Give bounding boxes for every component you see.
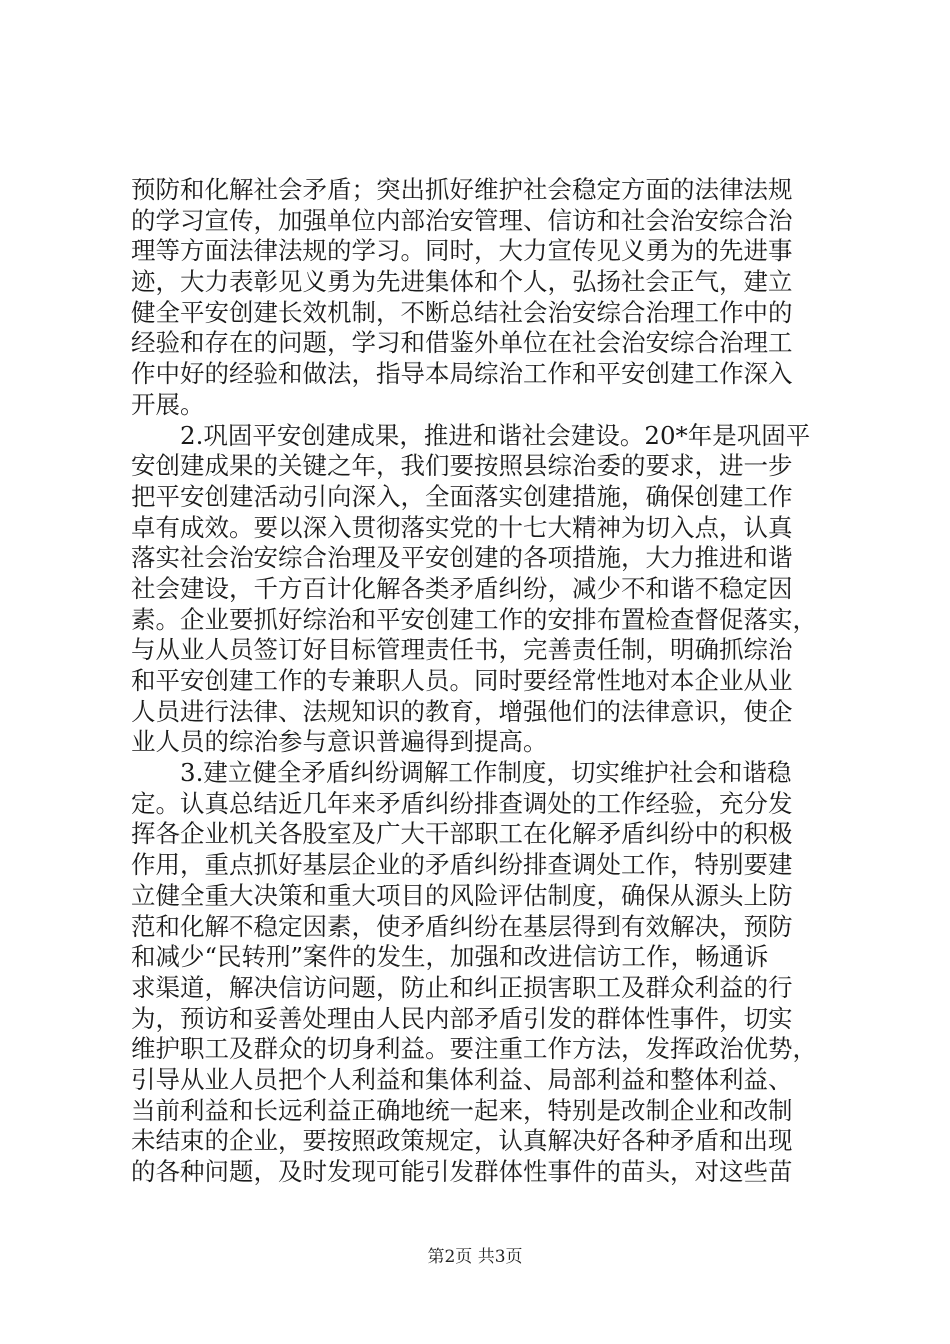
text-line: 挥各企业机关各股室及广大干部职工在化解矛盾纠纷中的积极 — [131, 819, 793, 849]
text-line: 作中好的经验和做法，指导本局综治工作和平安创建工作深入 — [131, 359, 793, 389]
text-line: 人员进行法律、法规知识的教育，增强他们的法律意识，使企 — [131, 696, 793, 726]
text-line: 把平安创建活动引向深入，全面落实创建措施，确保创建工作 — [131, 481, 793, 511]
text-line: 安创建成果的关键之年，我们要按照县综治委的要求，进一步 — [131, 451, 793, 481]
text-line: 维护职工及群众的切身利益。要注重工作方法，发挥政治优势， — [131, 1034, 817, 1064]
text-line: 和平安创建工作的专兼职人员。同时要经常性地对本企业从业 — [131, 666, 793, 695]
text-line: 卓有成效。要以深入贯彻落实党的十七大精神为切入点，认真 — [131, 512, 793, 542]
text-line: 的学习宣传，加强单位内部治安管理、信访和社会治安综合治 — [131, 205, 793, 235]
text-line: 当前利益和长远利益正确地统一起来，特别是改制企业和改制 — [131, 1095, 793, 1125]
text-line: 迹，大力表彰见义勇为先进集体和个人，弘扬社会正气，建立 — [131, 267, 793, 297]
text-line: 业人员的综治参与意识普遍得到提高。 — [131, 727, 548, 757]
text-line: 社会建设，千方百计化解各类矛盾纠纷，减少不和谐不稳定因 — [131, 573, 793, 603]
document-body — [131, 175, 831, 1188]
text-line: 未结束的企业，要按照政策规定，认真解决好各种矛盾和出现 — [131, 1126, 793, 1156]
text-line: 与从业人员签订好目标管理责任书，完善责任制，明确抓综治 — [131, 635, 793, 665]
text-line: 引导从业人员把个人利益和集体利益、局部利益和整体利益、 — [131, 1064, 793, 1094]
text-line: 素。企业要抓好综治和平安创建工作的安排布置检查督促落实， — [131, 604, 817, 634]
text-line: 和减少“民转刑”案件的发生，加强和改进信访工作，畅通诉 — [131, 942, 769, 972]
paragraph-2-heading-line: 2.巩固平安创建成果，推进和谐社会建设。20*年是巩固平 — [180, 420, 811, 450]
text-line: 预防和化解社会矛盾；突出抓好维护社会稳定方面的法律法规 — [131, 175, 793, 204]
text-line: 为，预访和妥善处理由人民内部矛盾引发的群体性事件，切实 — [131, 1003, 793, 1033]
text-line: 经验和存在的问题，学习和借鉴外单位在社会治安综合治理工 — [131, 328, 793, 358]
text-line: 理等方面法律法规的学习。同时，大力宣传见义勇为的先进事 — [131, 236, 793, 266]
text-line: 落实社会治安综合治理及平安创建的各项措施，大力推进和谐 — [131, 543, 793, 573]
text-line: 立健全重大决策和重大项目的风险评估制度，确保从源头上防 — [131, 880, 793, 910]
text-line: 开展。 — [131, 389, 205, 419]
text-line: 健全平安创建长效机制，不断总结社会治安综合治理工作中的 — [131, 297, 793, 327]
text-line: 的各种问题，及时发现可能引发群体性事件的苗头，对这些苗 — [131, 1157, 793, 1186]
text-line: 范和化解不稳定因素，使矛盾纠纷在基层得到有效解决，预防 — [131, 911, 793, 941]
text-line: 求渠道，解决信访问题，防止和纠正损害职工及群众利益的行 — [131, 972, 793, 1002]
page-number-footer: 第2页 共3页 — [427, 1247, 523, 1267]
paragraph-3-heading-line: 3.建立健全矛盾纠纷调解工作制度，切实维护社会和谐稳 — [180, 758, 792, 788]
text-line: 作用，重点抓好基层企业的矛盾纠纷排查调处工作，特别要建 — [131, 850, 793, 880]
text-line: 定。认真总结近几年来矛盾纠纷排查调处的工作经验，充分发 — [131, 788, 793, 818]
